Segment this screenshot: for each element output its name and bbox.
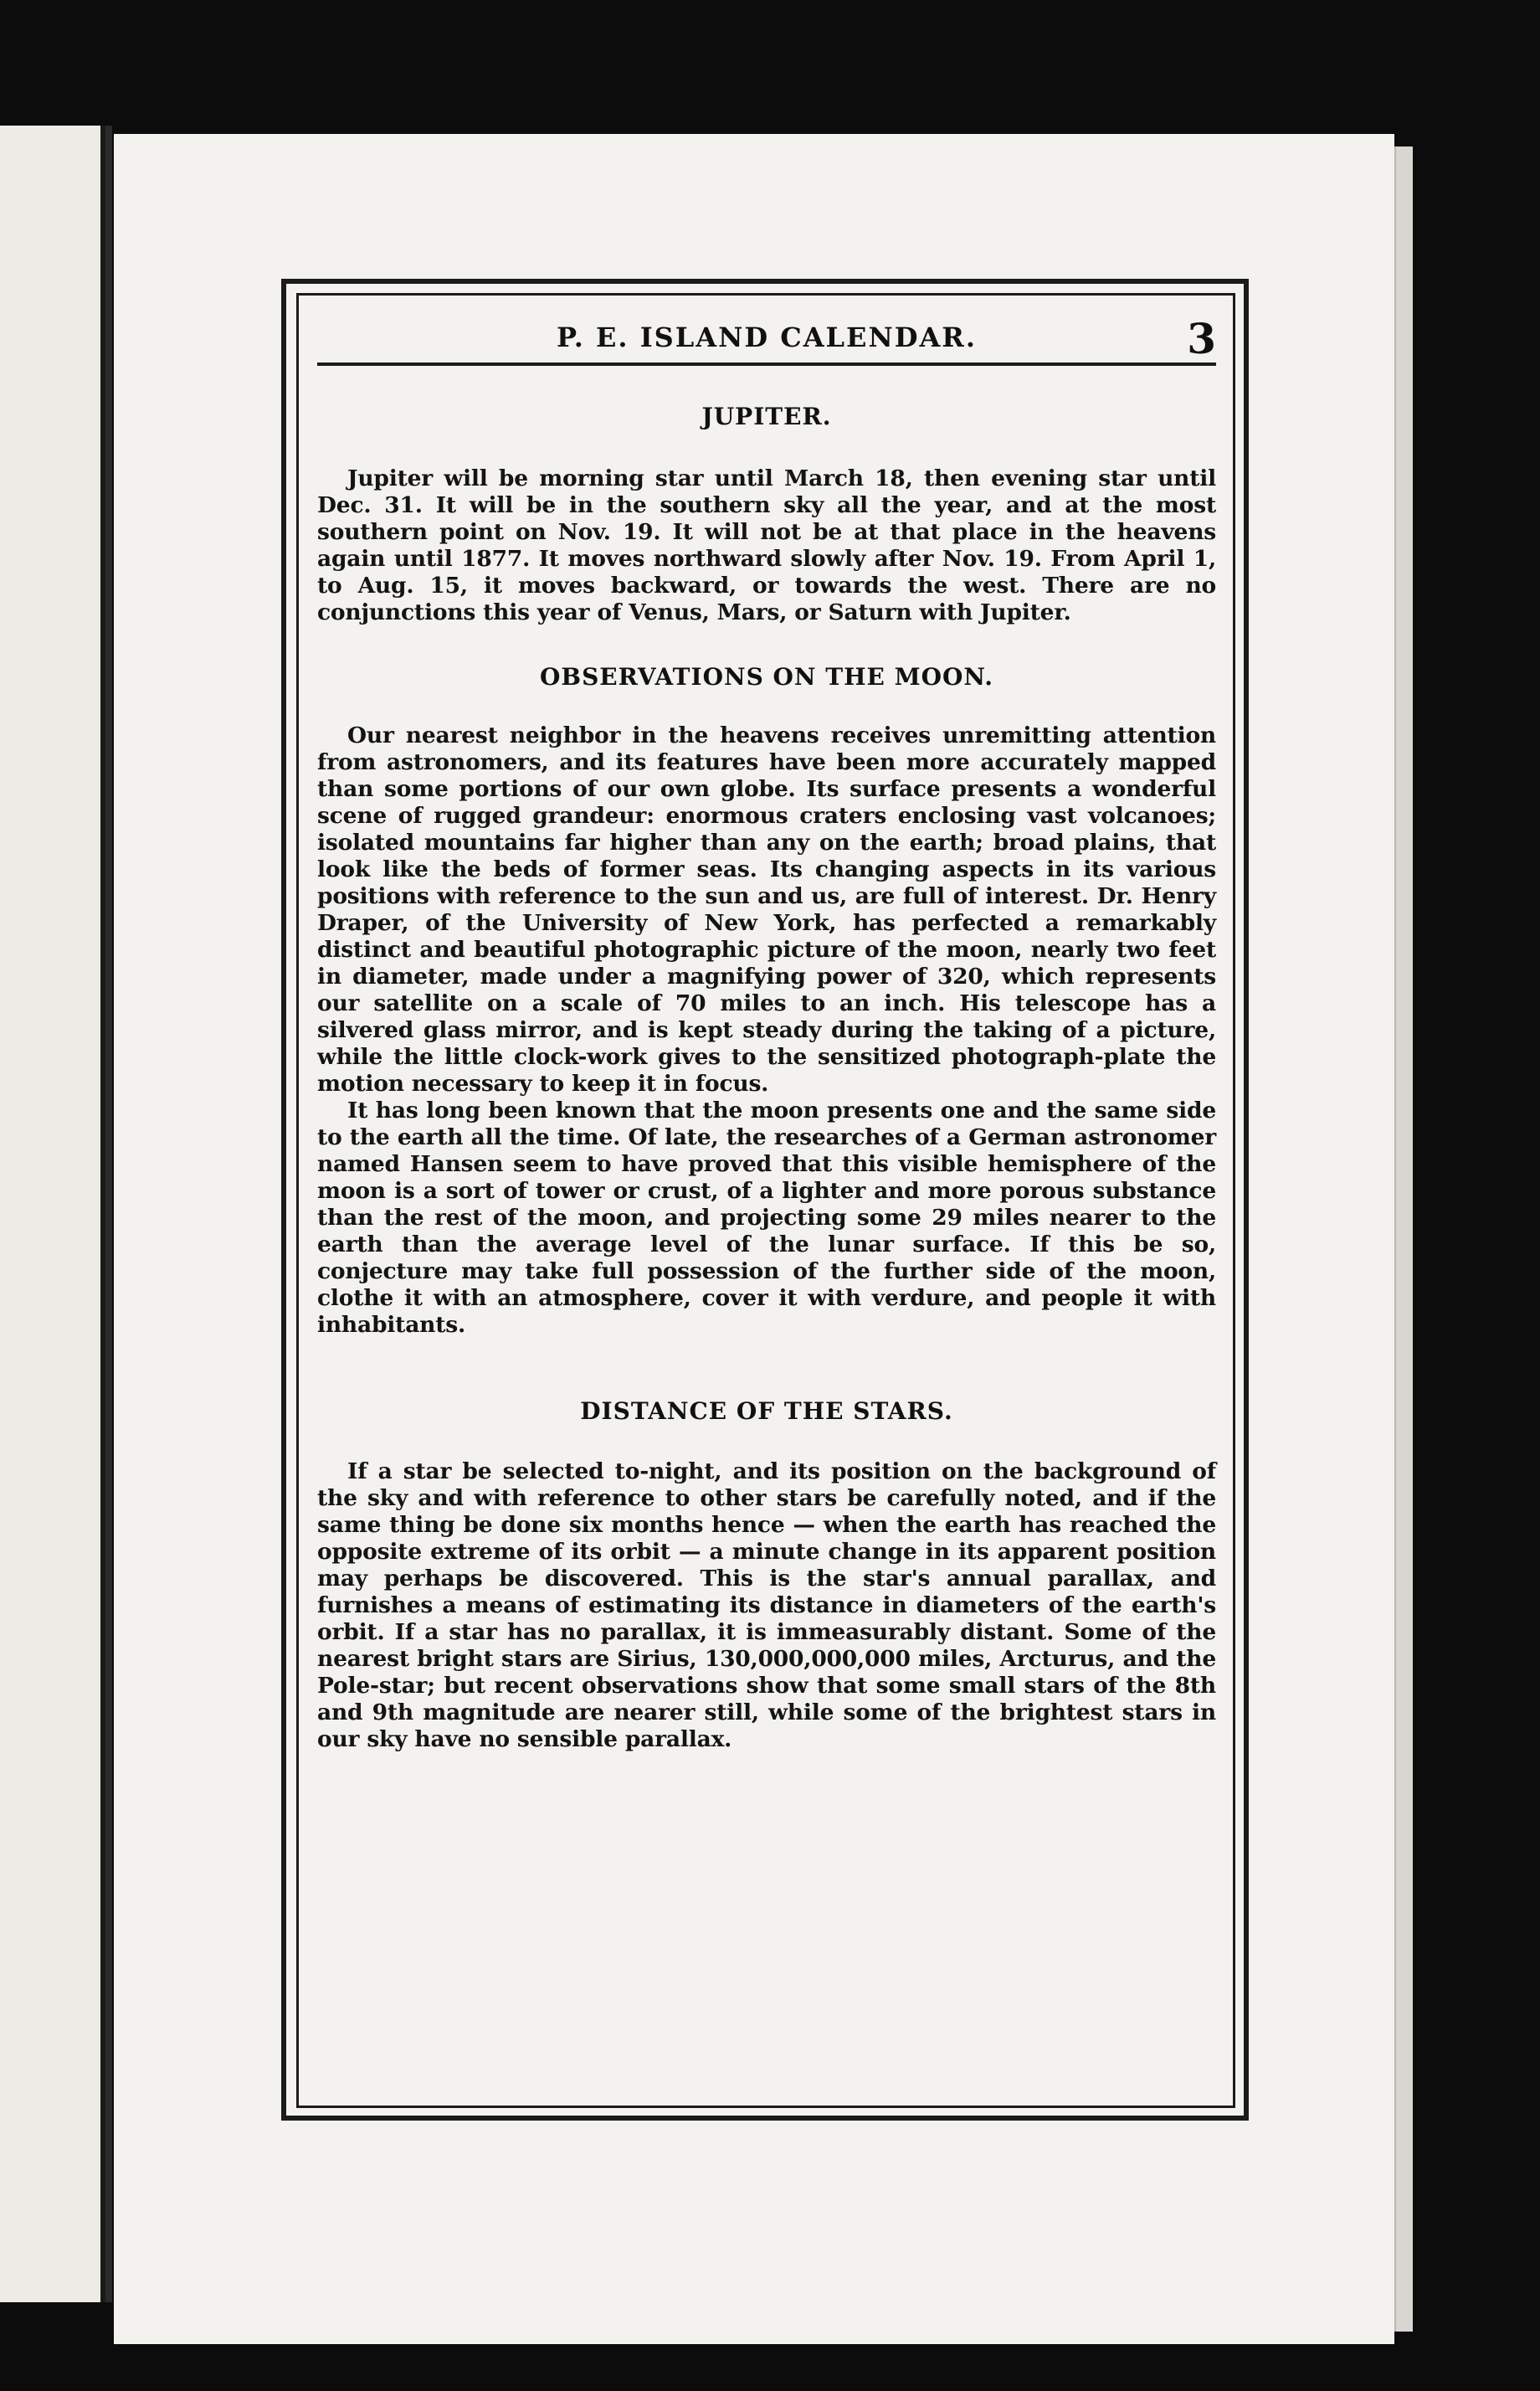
page-gutter — [105, 126, 112, 2302]
section-title-stars: DISTANCE OF THE STARS. — [580, 1397, 953, 1425]
page-border-inner — [296, 293, 1235, 2108]
paragraph-jupiter: Jupiter will be morning star until March 18, then evening star until Dec. 31. It will be in the southern sky all the year, and at the most southern point on Nov. 19. It will not be at that place in the heavens again until 1877. It moves northward slowly after Nov. 19. From April 1, to Aug. 15, it moves backward, or towards the west. There are no conjunctions this year of Venus, Mars, or Saturn with Jupiter. — [317, 465, 1216, 625]
paragraph-moon-2: It has long been known that the moon presents one and the same side to the earth all the time. Of late, the researches of a German astronomer named Hansen seem to have proved that this visible hemisphere of the moon is a sort of tower or crust, of a lighter and more porous substance than the rest of the moon, and projecting some 29 miles nearer to the earth than the average level of the lunar surface. If this be so, conjecture may take full possession of the further side of the moon, clothe it with an atmosphere, cover it with verdure, and people it with inhabitants. — [317, 1098, 1216, 1338]
running-header — [317, 312, 1216, 366]
page-number: 3 — [1187, 314, 1216, 363]
paragraph-stars: If a star be selected to-night, and its position on the background of the sky and with reference to other stars be carefully noted, and if the same thing be done six months hence — when the earth has reached the opposite extreme of its orbit — a minute change in its apparent position may perhaps be discovered. This is the star's annual parallax, and furnishes a means of estimating its distance in diameters of the earth's orbit. If a star has no parallax, it is immeasurably distant. Some of the nearest bright stars are Sirius, 130,000,000,000 miles, Arcturus, and the Pole-star; but recent observations show that some small stars of the 8th and 9th magnitude are nearer still, while some of the brightest stars in our sky have no sensible parallax. — [317, 1458, 1216, 1752]
page-edge — [1394, 147, 1413, 2332]
paragraph-moon-1: Our nearest neighbor in the heavens receives unremitting attention from astronomers, and its features have been more accurately mapped than some portions of our own globe. Its surface presents a wonderful scene of rugged grandeur: enormous craters enclosing vast volcanoes; isolated mountains far higher than any on the earth; broad plains, that look like the beds of former seas. Its changing aspects in its various positions with reference to the sun and us, are full of interest. Dr. Henry Draper, of the University of New York, has perfected a remarkably distinct and beautiful photographic picture of the moon, nearly two feet in diameter, made under a magnifying power of 320, which represents our satellite on a scale of 70 miles to an inch. His telescope has a silvered glass mirror, and is kept steady during the taking of a picture, while the little clock-work gives to the sensitized photograph-plate the motion necessary to keep it in focus. — [317, 722, 1216, 1097]
facing-page — [0, 126, 105, 2302]
section-title-moon: OBSERVATIONS ON THE MOON. — [540, 663, 993, 691]
section-title-jupiter: JUPITER. — [701, 403, 832, 430]
header-title: P. E. ISLAND CALENDAR. — [556, 321, 977, 353]
